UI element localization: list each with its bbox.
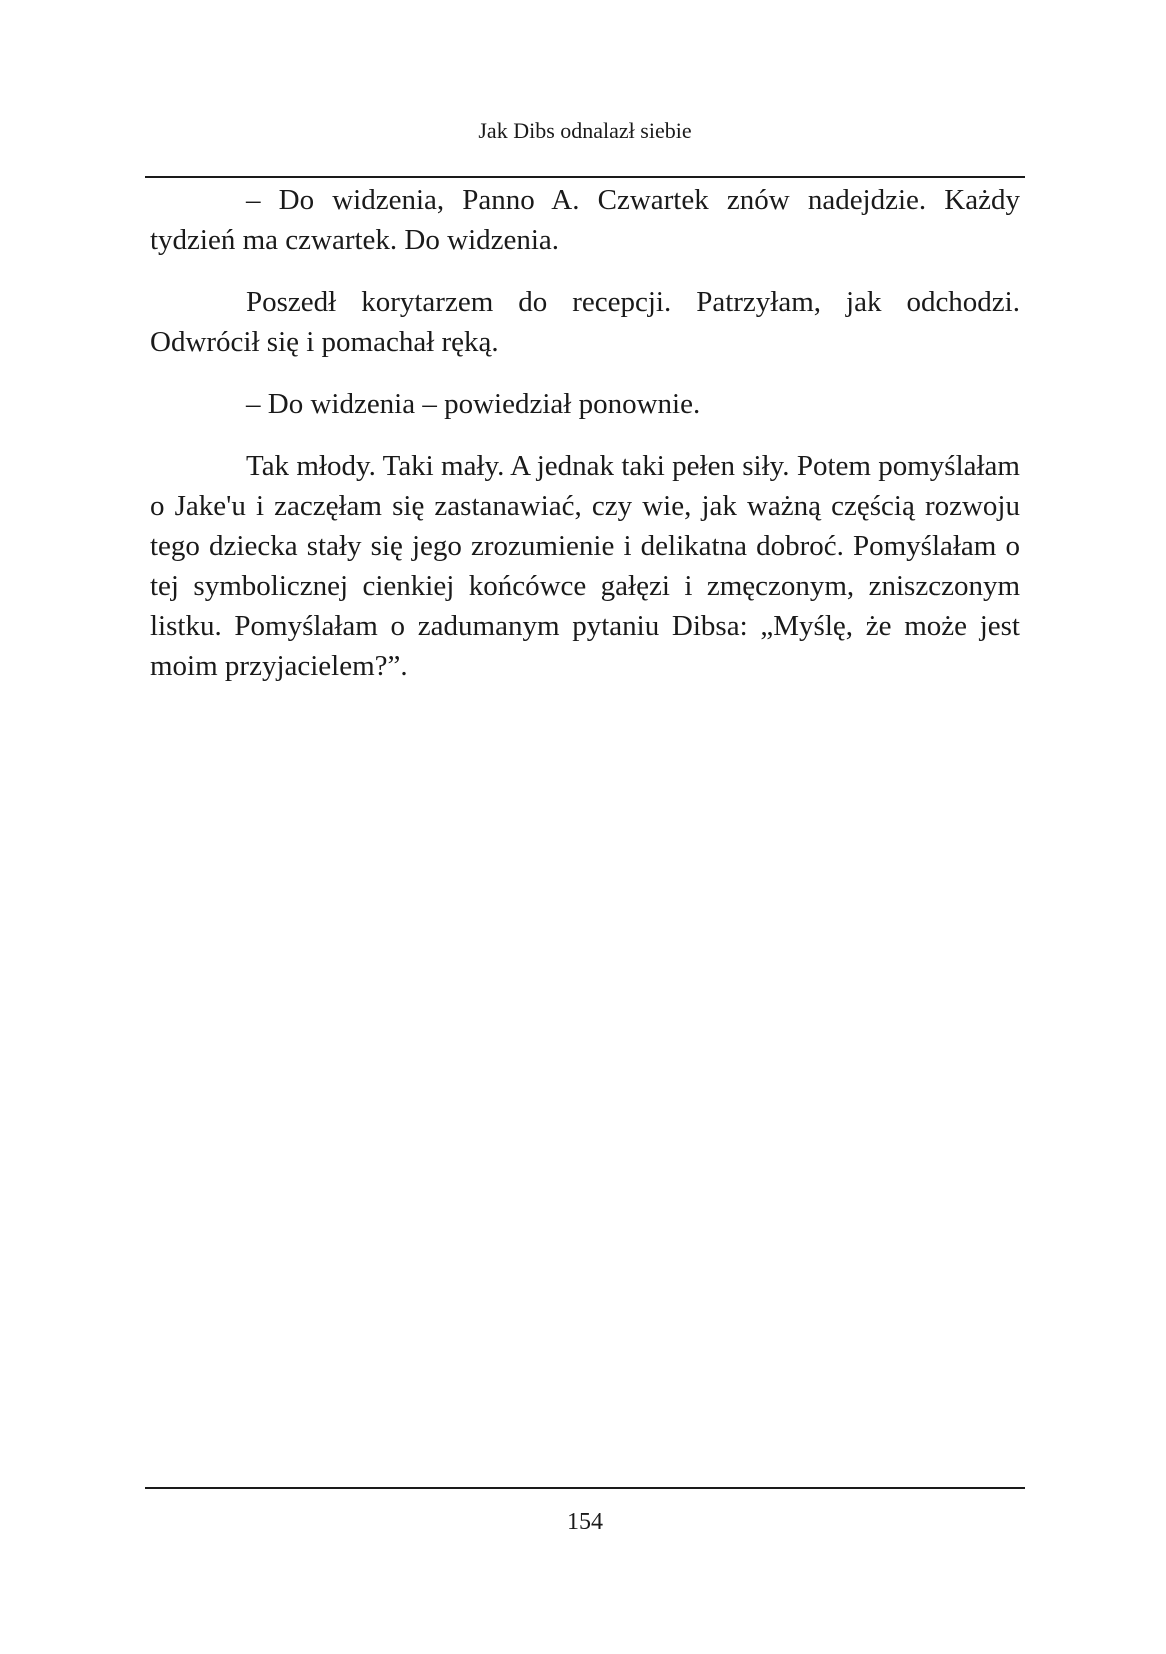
running-header: Jak Dibs odnalazł siebie xyxy=(478,118,692,143)
paragraph: – Do widzenia – powiedział ponownie. xyxy=(246,388,701,420)
header-rule xyxy=(145,176,1025,178)
page-number: 154 xyxy=(567,1509,603,1535)
footer-rule xyxy=(145,1487,1025,1489)
paragraph: Tak młody. Taki mały. A jednak taki pełen siły. Potem pomyślałam o Jake'u i zaczęłam się zastanawiać, czy wie, jak ważną częścią rozwoju tego dziecka stały się jego zrozumienie i delikatna dobroć. Pomyślałam o tej symbolicznej cienkiej końcówce gałęzi i zmęczonym, zniszczonym listku. Pomyślałam o zadumanym pytaniu Dibsa: „Myślę, że może jest moim przyjacielem?”. xyxy=(150,450,1020,682)
body-text xyxy=(150,180,1020,708)
paragraph: – Do widzenia, Panno A. Czwartek znów nadejdzie. Każdy tydzień ma czwartek. Do widzenia. xyxy=(150,184,1020,256)
paragraph: Poszedł korytarzem do recepcji. Patrzyłam, jak odchodzi. Odwrócił się i pomachał ręką. xyxy=(150,286,1020,358)
